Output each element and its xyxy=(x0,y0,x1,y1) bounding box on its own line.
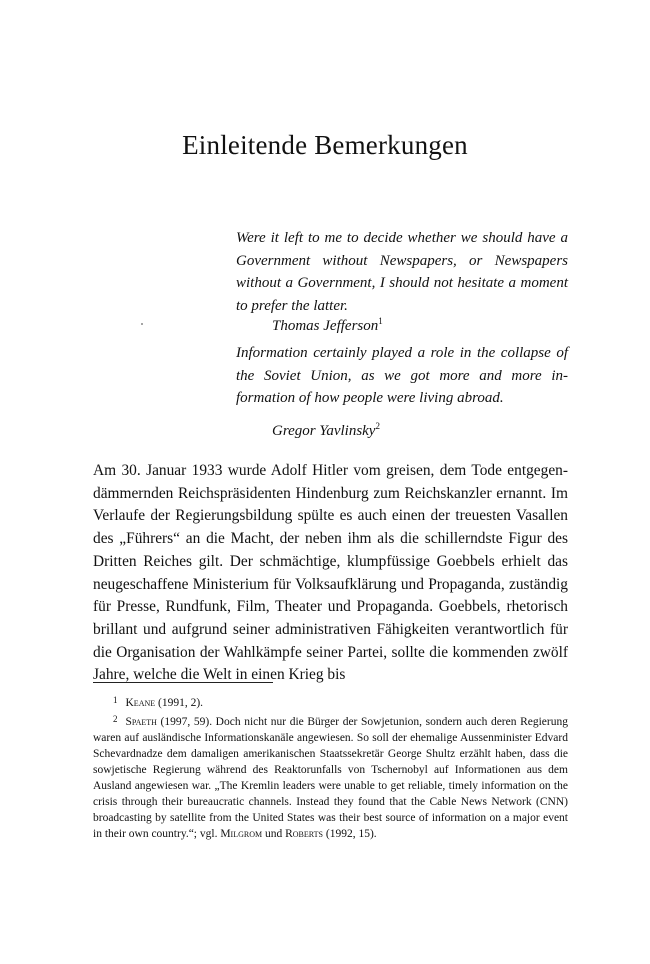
epigraph-author-1: Thomas Jefferson xyxy=(272,318,379,334)
scan-speck xyxy=(141,323,143,325)
body-paragraph: Am 30. Januar 1933 wurde Adolf Hitler vom greisen, dem Tode entgegendämmernden Reichspräsidenten Hindenburg zum Reichskanzler ernannt. Im Verlaufe der Regierungsbildung spülte es auch einen der treuesten Vasallen des „Führers“ an die Macht, der neben ihm als die schillerndste Figur des Dritten Reiches gilt. Der schmächtige, klumpfüssige Goebbels erhielt das neugeschaffene Ministerium für Volksaufklärung und Propaganda, zuständig für Presse, Rundfunk, Film, Theater und Propaganda. Goebbels, rhetorisch brillant und aufgrund seiner administrativen Fähigkeiten verantwortlich für die Organisation der Wahlkämpfe seiner Partei, sollte die kommenden zwölf Jahre, welche die Welt in einen Krieg bis xyxy=(93,462,568,684)
footnote-text: und xyxy=(262,828,286,840)
footnote-ref-2[interactable]: 2 xyxy=(375,421,380,431)
footnote-author: Roberts xyxy=(285,828,323,840)
footnote-number: 2 xyxy=(113,714,118,724)
epigraph-attribution-1 xyxy=(272,316,383,335)
footnote-1 xyxy=(93,692,568,711)
footnote-author: Keane xyxy=(125,697,156,709)
footnote-author: Spaeth xyxy=(125,716,157,728)
footnote-text: (1991, 2). xyxy=(155,697,204,709)
footnotes xyxy=(93,692,568,842)
footnote-author: Milgrom xyxy=(220,828,263,840)
page-title: Einleitende Bemerkungen xyxy=(182,130,468,160)
footnote-2 xyxy=(93,711,568,842)
epigraph-attribution-2 xyxy=(272,421,380,440)
epigraph-quote-1: Were it left to me to decide whether we should have a Government without Newspapers, or Newspapers without a Government, I should not hesitate a moment to prefer the latter. xyxy=(236,230,568,314)
epigraph-author-2: Gregor Yavlinsky xyxy=(272,423,376,439)
epigraph-quote-2: Information certainly played a role in the collapse of the Soviet Union, as we got more and more information of how people were living abroad. xyxy=(236,345,568,406)
footnote-number: 1 xyxy=(113,695,118,705)
footnote-divider xyxy=(93,682,273,683)
footnote-text: (1997, 59). Doch nicht nur die Bürger der Sowjetunion, sondern auch deren Regierung waren auf ausländische Informationskanäle angewiesen. So soll der ehemalige Aussenminister Edvard Schevardnadze dem damaligen amerikanischen Staatssekretär George Shultz erzählt haben, dass die sowjetische Regierung während des Reaktorunfalls von Tschernobyl auf Informationen aus dem Ausland angewiesen war. „The Kremlin leaders were unable to get reliable, timely information on the crisis through their bureaucratic channels. Instead they found that the Cable News Network (CNN) broadcasting by satellite from the United States was their best source of information on a major event in their own country.“; vgl. xyxy=(93,716,568,840)
footnote-ref-1[interactable]: 1 xyxy=(378,316,383,326)
footnote-text: (1992, 15). xyxy=(322,828,377,840)
